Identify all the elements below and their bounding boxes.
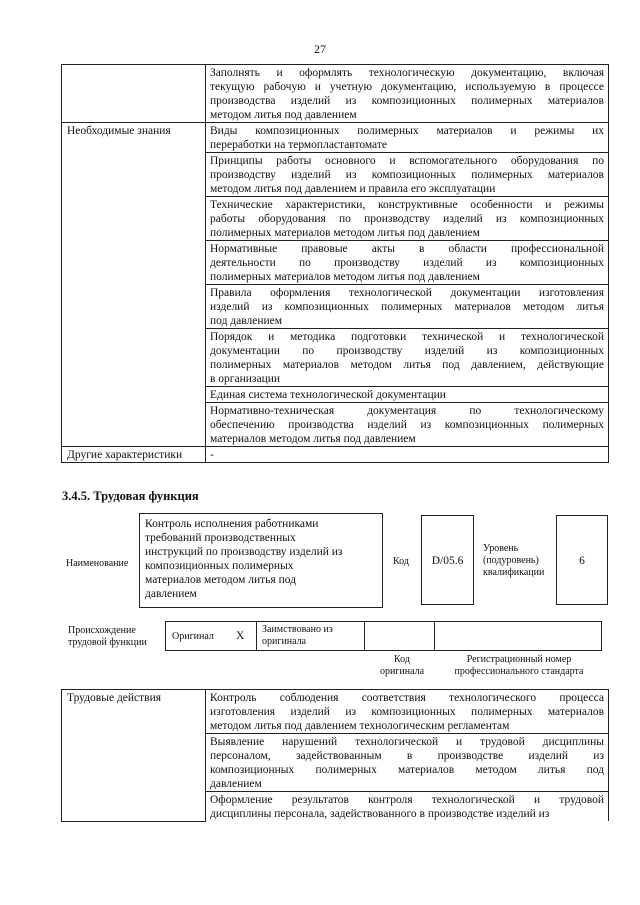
text-line: Технические характеристики, конструктивные особенности и режимы <box>210 199 604 211</box>
text-line: квалификации <box>483 567 545 578</box>
text-line: изделий из композиционных полимерных материалов методом литья <box>210 301 604 313</box>
function-code-box: D/05.6 <box>421 515 474 605</box>
text-line: персоналом, задействованным в производстве изделий из <box>210 750 604 762</box>
knowledge-item <box>206 153 609 197</box>
work-action-item <box>206 734 609 792</box>
work-actions-label: Трудовые действия <box>62 690 206 822</box>
text-line: оригинала <box>379 666 425 677</box>
text-line: деятельности по производству изделий из композиционных <box>210 257 604 269</box>
text-line: требований производственных <box>145 532 296 544</box>
level-label <box>483 543 555 579</box>
work-actions-table <box>61 689 609 822</box>
knowledge-item <box>206 241 609 285</box>
text-line: инструкций по производству изделий из <box>145 546 343 558</box>
text-line: Уровень <box>483 543 519 554</box>
knowledge-item <box>206 387 609 403</box>
text-line: материалов методом литья под давлением <box>210 433 416 445</box>
other-characteristics-label: Другие характеристики <box>62 447 206 463</box>
origin-label <box>68 625 147 649</box>
knowledge-label: Необходимые знания <box>62 123 206 447</box>
text-line: Заимствовано из <box>262 624 333 635</box>
text-line: Происхождение <box>68 625 136 636</box>
text-line: под давлением <box>210 315 283 327</box>
text-line: Оформление результатов контроля технологической и трудовой <box>210 794 604 806</box>
knowledge-item <box>206 329 609 387</box>
code-label: Код <box>393 556 409 567</box>
divider <box>434 621 435 651</box>
text-line: дисциплины персонала, задействованного в производстве изделий из <box>210 808 550 820</box>
text-line: оригинала <box>262 636 307 647</box>
table-row <box>62 123 609 153</box>
table-row <box>62 447 609 463</box>
text-line: в организации <box>210 373 281 385</box>
text-line: профессионального стандарта <box>454 666 584 677</box>
text-line: Заполнять и оформлять технологическую документацию, включая <box>210 67 604 79</box>
name-label: Наименование <box>66 558 129 569</box>
knowledge-item <box>206 123 609 153</box>
text-line: материалов методом литья под <box>145 574 296 586</box>
table-row <box>62 690 609 734</box>
text-line: Нормативные правовые акты в области профессиональной <box>210 243 604 255</box>
text-line: (подуровень) <box>483 555 539 566</box>
text-line: полимерных материалов методом литья под давлением <box>210 227 480 239</box>
table-row <box>62 65 609 123</box>
borrowed-label <box>262 624 333 648</box>
work-action-item <box>206 690 609 734</box>
text-line: Правила оформления технологической документации изготовления <box>210 287 604 299</box>
text-line: Принципы работы основного и вспомогательного оборудования по <box>210 155 604 167</box>
divider <box>256 621 257 651</box>
text-line: Нормативно-техническая документация по технологическому <box>210 405 604 417</box>
text-line: Контроль исполнения работниками <box>145 518 319 530</box>
section-heading: 3.4.5. Трудовая функция <box>62 489 199 503</box>
origin-row <box>165 621 602 651</box>
knowledge-item <box>206 285 609 329</box>
text-line: Код <box>394 654 410 665</box>
table-cell-empty <box>62 65 206 123</box>
text-line: изготовления изделий из композиционных полимерных материалов <box>210 706 604 718</box>
skill-cell <box>206 65 609 123</box>
other-characteristics-value: - <box>206 447 609 463</box>
work-action-item <box>206 792 609 822</box>
text-line: полимерных материалов методом литья под давлением, действующие <box>210 359 604 371</box>
text-line: производству изделий из композиционных полимерных материалов <box>210 169 604 181</box>
text-line: Контроль соблюдения соответствия технологического процесса <box>210 692 604 704</box>
code-caption <box>372 654 432 678</box>
divider <box>364 621 365 651</box>
page-number: 27 <box>314 42 326 56</box>
text-line: производства изделий из композиционных полимерных материалов <box>210 95 604 107</box>
text-line: Единая система технологической документации <box>210 389 446 401</box>
text-line: полимерных материалов методом литья под давлением <box>210 271 480 283</box>
text-line: композиционных полимерных <box>145 560 294 572</box>
reg-number-caption <box>444 654 594 678</box>
text-line: композиционных полимерных материалов методом литья под <box>210 764 604 776</box>
original-label: Оригинал <box>172 631 214 642</box>
knowledge-table <box>61 64 609 463</box>
text-line: текущую рабочую и учетную документацию, используемую в процессе <box>210 81 604 93</box>
text-line: работы оборудования по производству изделий из композиционных <box>210 213 604 225</box>
text-line: трудовой функции <box>68 637 147 648</box>
qualification-level-box: 6 <box>556 515 608 605</box>
text-line: методом литья под давлением и правила его эксплуатации <box>210 183 496 195</box>
text-line: методом литья под давлением <box>210 109 357 121</box>
text-line: давлением <box>145 588 197 600</box>
text-line: Виды композиционных полимерных материалов и режимы их <box>210 125 604 137</box>
original-mark: X <box>236 630 245 642</box>
text-line: Регистрационный номер <box>466 654 572 665</box>
text-line: документации по производству изделий из композиционных <box>210 345 604 357</box>
text-line: Порядок и методика подготовки технической и технологической <box>210 331 604 343</box>
text-line: переработки на термопластавтомате <box>210 139 387 151</box>
text-line: Выявление нарушений технологической и трудовой дисциплины <box>210 736 604 748</box>
knowledge-item <box>206 197 609 241</box>
text-line: давлением <box>210 778 262 790</box>
knowledge-item <box>206 403 609 447</box>
text-line: обеспечению производства изделий из композиционных полимерных <box>210 419 604 431</box>
text-line: методом литья под давлением технологическим регламентам <box>210 720 510 732</box>
function-name-box <box>139 513 383 608</box>
